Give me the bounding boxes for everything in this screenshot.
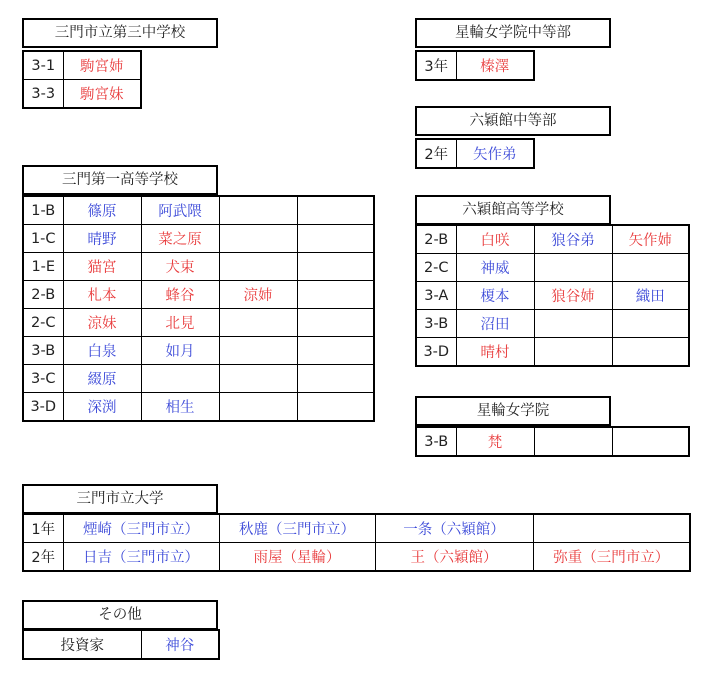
name-cell: 阿武隈 xyxy=(141,196,219,225)
name-cell: 篠原 xyxy=(63,196,141,225)
row-label-cell: 3年 xyxy=(416,51,456,80)
table-row xyxy=(416,139,534,168)
roster-table xyxy=(415,224,690,367)
empty-cell xyxy=(612,338,689,367)
name-cell: 相生 xyxy=(141,393,219,422)
empty-cell xyxy=(297,225,374,253)
empty-cell xyxy=(297,365,374,393)
name-cell: 涼妹 xyxy=(63,309,141,337)
table-row xyxy=(23,543,690,572)
table-row xyxy=(23,365,374,393)
block-title: その他 xyxy=(22,600,218,630)
name-cell: 深渕 xyxy=(63,393,141,422)
name-cell: 日吉（三門市立） xyxy=(63,543,219,572)
table-row xyxy=(416,282,689,310)
table-row xyxy=(416,427,689,456)
name-cell: 神威 xyxy=(456,254,534,282)
table-row xyxy=(23,80,141,109)
name-cell: 犬束 xyxy=(141,253,219,281)
empty-cell xyxy=(612,254,689,282)
empty-cell xyxy=(219,393,297,422)
block-title: 六穎館高等学校 xyxy=(415,195,611,225)
empty-cell xyxy=(534,427,612,456)
row-label-cell: 1-E xyxy=(23,253,63,281)
empty-cell xyxy=(219,196,297,225)
table-row xyxy=(23,393,374,422)
row-label-cell: 3-B xyxy=(416,427,456,456)
row-label-cell: 3-D xyxy=(416,338,456,367)
empty-cell xyxy=(297,196,374,225)
roster-table xyxy=(22,513,691,572)
name-cell: 煙崎（三門市立） xyxy=(63,514,219,543)
name-cell: 涼姉 xyxy=(219,281,297,309)
empty-cell xyxy=(297,393,374,422)
row-label-cell: 3-B xyxy=(416,310,456,338)
name-cell: 北見 xyxy=(141,309,219,337)
block-title: 六穎館中等部 xyxy=(415,106,611,136)
table-row xyxy=(23,337,374,365)
table-row xyxy=(416,225,689,254)
name-cell: 狼谷弟 xyxy=(534,225,612,254)
table-row xyxy=(23,514,690,543)
table-row xyxy=(23,196,374,225)
table-row xyxy=(416,51,534,80)
block-title: 三門市立第三中学校 xyxy=(22,18,218,48)
roster-table xyxy=(22,629,220,660)
row-label-cell: 1-C xyxy=(23,225,63,253)
name-cell: 矢作姉 xyxy=(612,225,689,254)
block-title: 三門市立大学 xyxy=(22,484,218,514)
block-title: 三門第一高等学校 xyxy=(22,165,218,195)
table-row xyxy=(23,630,219,659)
name-cell: 蜂谷 xyxy=(141,281,219,309)
table-row xyxy=(416,310,689,338)
name-cell: 晴村 xyxy=(456,338,534,367)
roster-table xyxy=(415,138,535,169)
row-label-cell: 2-C xyxy=(23,309,63,337)
empty-cell xyxy=(533,514,690,543)
name-cell: 王（六穎館） xyxy=(375,543,533,572)
row-label-cell: 1年 xyxy=(23,514,63,543)
row-label-cell: 1-B xyxy=(23,196,63,225)
row-label-cell: 2年 xyxy=(416,139,456,168)
name-cell: 榎本 xyxy=(456,282,534,310)
empty-cell xyxy=(219,365,297,393)
empty-cell xyxy=(612,310,689,338)
table-row xyxy=(23,309,374,337)
name-cell: 梵 xyxy=(456,427,534,456)
name-cell: 狼谷姉 xyxy=(534,282,612,310)
empty-cell xyxy=(534,338,612,367)
name-cell: 秋鹿（三門市立） xyxy=(219,514,375,543)
row-label-cell: 2年 xyxy=(23,543,63,572)
name-cell: 綴原 xyxy=(63,365,141,393)
row-label-cell: 3-C xyxy=(23,365,63,393)
row-label-cell: 3-1 xyxy=(23,51,63,80)
name-cell: 駒宮姉 xyxy=(63,51,141,80)
table-row xyxy=(416,338,689,367)
row-label-cell: 2-C xyxy=(416,254,456,282)
empty-cell xyxy=(297,337,374,365)
roster-table xyxy=(22,195,375,422)
name-cell: 白泉 xyxy=(63,337,141,365)
empty-cell xyxy=(141,365,219,393)
name-cell: 一条（六穎館） xyxy=(375,514,533,543)
name-cell: 晴野 xyxy=(63,225,141,253)
name-cell: 弥重（三門市立） xyxy=(533,543,690,572)
row-label-cell: 3-B xyxy=(23,337,63,365)
name-cell: 駒宮妹 xyxy=(63,80,141,109)
roster-table xyxy=(22,50,142,109)
empty-cell xyxy=(219,253,297,281)
table-row xyxy=(23,281,374,309)
empty-cell xyxy=(219,309,297,337)
empty-cell xyxy=(219,225,297,253)
row-label-cell: 3-3 xyxy=(23,80,63,109)
name-cell: 神谷 xyxy=(141,630,219,659)
name-cell: 如月 xyxy=(141,337,219,365)
name-cell: 猫宮 xyxy=(63,253,141,281)
name-cell: 榛澤 xyxy=(456,51,534,80)
empty-cell xyxy=(297,309,374,337)
row-label-cell: 3-A xyxy=(416,282,456,310)
roster-table xyxy=(415,426,690,457)
block-title: 星輪女学院 xyxy=(415,396,611,426)
block-title: 星輪女学院中等部 xyxy=(415,18,611,48)
table-row xyxy=(23,225,374,253)
row-label-cell: 投資家 xyxy=(23,630,141,659)
empty-cell xyxy=(534,310,612,338)
empty-cell xyxy=(534,254,612,282)
name-cell: 札本 xyxy=(63,281,141,309)
empty-cell xyxy=(219,337,297,365)
name-cell: 矢作弟 xyxy=(456,139,534,168)
empty-cell xyxy=(297,281,374,309)
row-label-cell: 2-B xyxy=(416,225,456,254)
table-row xyxy=(416,254,689,282)
name-cell: 織田 xyxy=(612,282,689,310)
name-cell: 白咲 xyxy=(456,225,534,254)
name-cell: 菜之原 xyxy=(141,225,219,253)
roster-table xyxy=(415,50,535,81)
name-cell: 雨屋（星輪） xyxy=(219,543,375,572)
row-label-cell: 3-D xyxy=(23,393,63,422)
table-row xyxy=(23,253,374,281)
table-row xyxy=(23,51,141,80)
empty-cell xyxy=(297,253,374,281)
name-cell: 沼田 xyxy=(456,310,534,338)
row-label-cell: 2-B xyxy=(23,281,63,309)
empty-cell xyxy=(612,427,689,456)
